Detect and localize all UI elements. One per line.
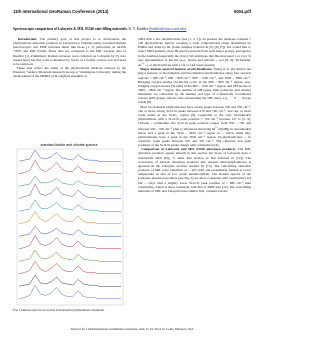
plot-frame — [17, 149, 123, 305]
section-heading-comparison: Comparison of Lafayette and MIL 03346 alteration products: — [141, 147, 237, 152]
intro-heading: Introduction: — [17, 37, 38, 41]
spectrum-series-7 — [19, 226, 121, 236]
author-name: K. T. Kuebler — [128, 27, 149, 31]
page-footer: Abstract for 11th International GeoRaman Conference, June 15-19, 2014, St. Louis, Missouri, USA — [70, 327, 194, 331]
figure-caption: Fig. 1) Raman spectra of several trioctahedral phyllosilicate standards. — [13, 308, 105, 312]
intro-text: The primary goal of this project is to characterize the phyllosilicate alteration products in Lafayette (or Nakhla) using correlated Raman spectroscopic and EMP traverses much like those [1, 2] performed on ALHA 77005 and MIL 03346. These data are compared to the MIL traverse data of Kuebler [1]. Preliminary Raman traverses were collected on Lafayette by [3, data reused here] but this work is hindered by traces of a former carbon coat and need to be removed. — [13, 37, 126, 66]
right-paragraph-4-text: The MIL alteration products appear smooth in this section but those of Lafayette have a texture/rim habit (Fig. 3, same thin section as that featured in [12]). The conversion of smooth alteration products into sinuous microphyllosilicate is apparent in the Lafayette sections studied by [13]. The vein-filling alteration products of MIL were identified as ... (Fe-rich) and presumably formed at lower temperature in that of low grade metamorphism. The Raman spectra of the Lafayette alteration products (see Fig. 4) are more consistent with vermiculite [12] but ... clays with a slightly lower Si-O-Si peak position of ~ 680 cm⁻¹ than vermiculite, which is more consistent with that of EMP data [14]. The vein-filling materials of MIL and Lafayette have similar SiO₂ contents but the — [138, 147, 251, 193]
section-heading-raman: Major Raman spectral features of phyllosilicates: — [140, 67, 213, 72]
spectrum-series-11 — [19, 275, 121, 286]
left-paragraph-2 — [13, 66, 126, 78]
paper-title-line — [13, 27, 251, 31]
figure-1 — [13, 140, 126, 308]
left-paragraph-2-text: These data reflect the status of the phyllosilicate database tailored by the Planetary Surface Materials Research Group at Washington University during the development of the MMRS (4 & original) ensemble of — [13, 66, 126, 79]
spectrum-series-5 — [19, 200, 121, 211]
spectrum-series-1 — [19, 150, 121, 161]
right-heading-3-paragraph — [138, 147, 251, 193]
intro-paragraph — [13, 37, 126, 66]
right-paragraph-2-text: Wang et al. [8] discuss the major features of dioctahedral and trioctahedral phyllosilicates using four spectral regions: ~ 600 cm⁻¹, 600 – 800 cm⁻¹, 800 – 1200 cm⁻¹, and 3000 – 3800 cm⁻¹. Bridging oxygen modes (Si-Ob-Si) occur in the 600 – 800 cm⁻¹ region, non-bridging oxygen modes (Si-Onb) in the 800 – 1150 cm⁻¹ region, and OH modes at 3000 – 3800 cm⁻¹ region. The number of OH peaks, their positions, and relative intensities are controlled by the number and type of octahedrally coordinated cations (OH groups and the ions surrounding the OH sites), e.g., ··· Y ··· Y-type bonds [8]. — [138, 67, 251, 105]
right-paragraph-3 — [138, 105, 251, 148]
spectrum-series-10 — [19, 261, 121, 273]
spectrum-series-3 — [19, 176, 121, 186]
paper-title: Spectroscopic comparison of Lafayette & MIL 03346 rain-filling materials. — [13, 27, 128, 31]
conference-name: 11th International GeoRaman Conference (2014) — [13, 9, 109, 14]
author-email-link[interactable]: (kuebler@seas.wustl.edu) — [149, 27, 187, 31]
spectrum-series-12 — [19, 285, 121, 299]
page-header — [13, 9, 251, 18]
spectrum-series-2 — [19, 160, 121, 174]
spectrum-series-8 — [19, 235, 121, 249]
right-paragraph-1: 2004 with a few modifications (see [1, 2, 3]). At present, the database contains > 100 phyllosilicate spectra covering a wide compositional range determined by EMPA and some by IR (some samples featured in [5] [6] [7]). We would like to select XRD patterns; most IR spectra (several from each major group), and spectra in the database (especially the clays). We anticipate that this may need 1 or 2 (or 3) new end-members to the list (e.g., biotite and chlorite ... per [8, 9]; Tschermak; $Al^{VI}$ ...) or phyllosilicate with a 7Å or 14Å basal spacing. — [138, 37, 251, 68]
paper-number: 5004.pdf — [234, 9, 251, 14]
figure-title: standard biotite and chlorite spectra — [40, 143, 98, 147]
right-heading-2-paragraph — [138, 67, 251, 104]
left-column — [13, 37, 126, 79]
spectrum-series-6 — [19, 211, 121, 223]
raman-spectra-chart — [13, 140, 126, 308]
right-paragraph-3-text: Most trioctahedral phyllosilicates have strong peaks between 100 and 250 cm⁻¹, one or more strong Si-O-Si peaks between 670 and 700 cm⁻¹, and one or more weak peaks in the Si-O... region [8]. Lepidolite is the only trioctahedral phyllosilicate with a Si-O-Si peak position > 700 cm⁻¹ because Li+ is [2, 9]. Chlorite / vermiculite...the Si-O-Si peak position ranges from 650 – 700 and between 550 – 595 cm⁻¹ (due to vibrations involving $M^{VI}-O[OH]$) in trioctahedral micas and a peak in the 3550 – 3650 cm⁻¹ region in ... micas while Mg-phyllosilicates have a peak in the 3650 cm⁻¹ region. Fe-phyllosilicates ... in relatively weak peaks between 325 and 370 cm⁻¹. The character and peak positions of the Si-O-Si peaks change with composition [2]. — [138, 104, 251, 148]
spectrum-series-9 — [19, 250, 121, 261]
right-column — [138, 37, 251, 193]
